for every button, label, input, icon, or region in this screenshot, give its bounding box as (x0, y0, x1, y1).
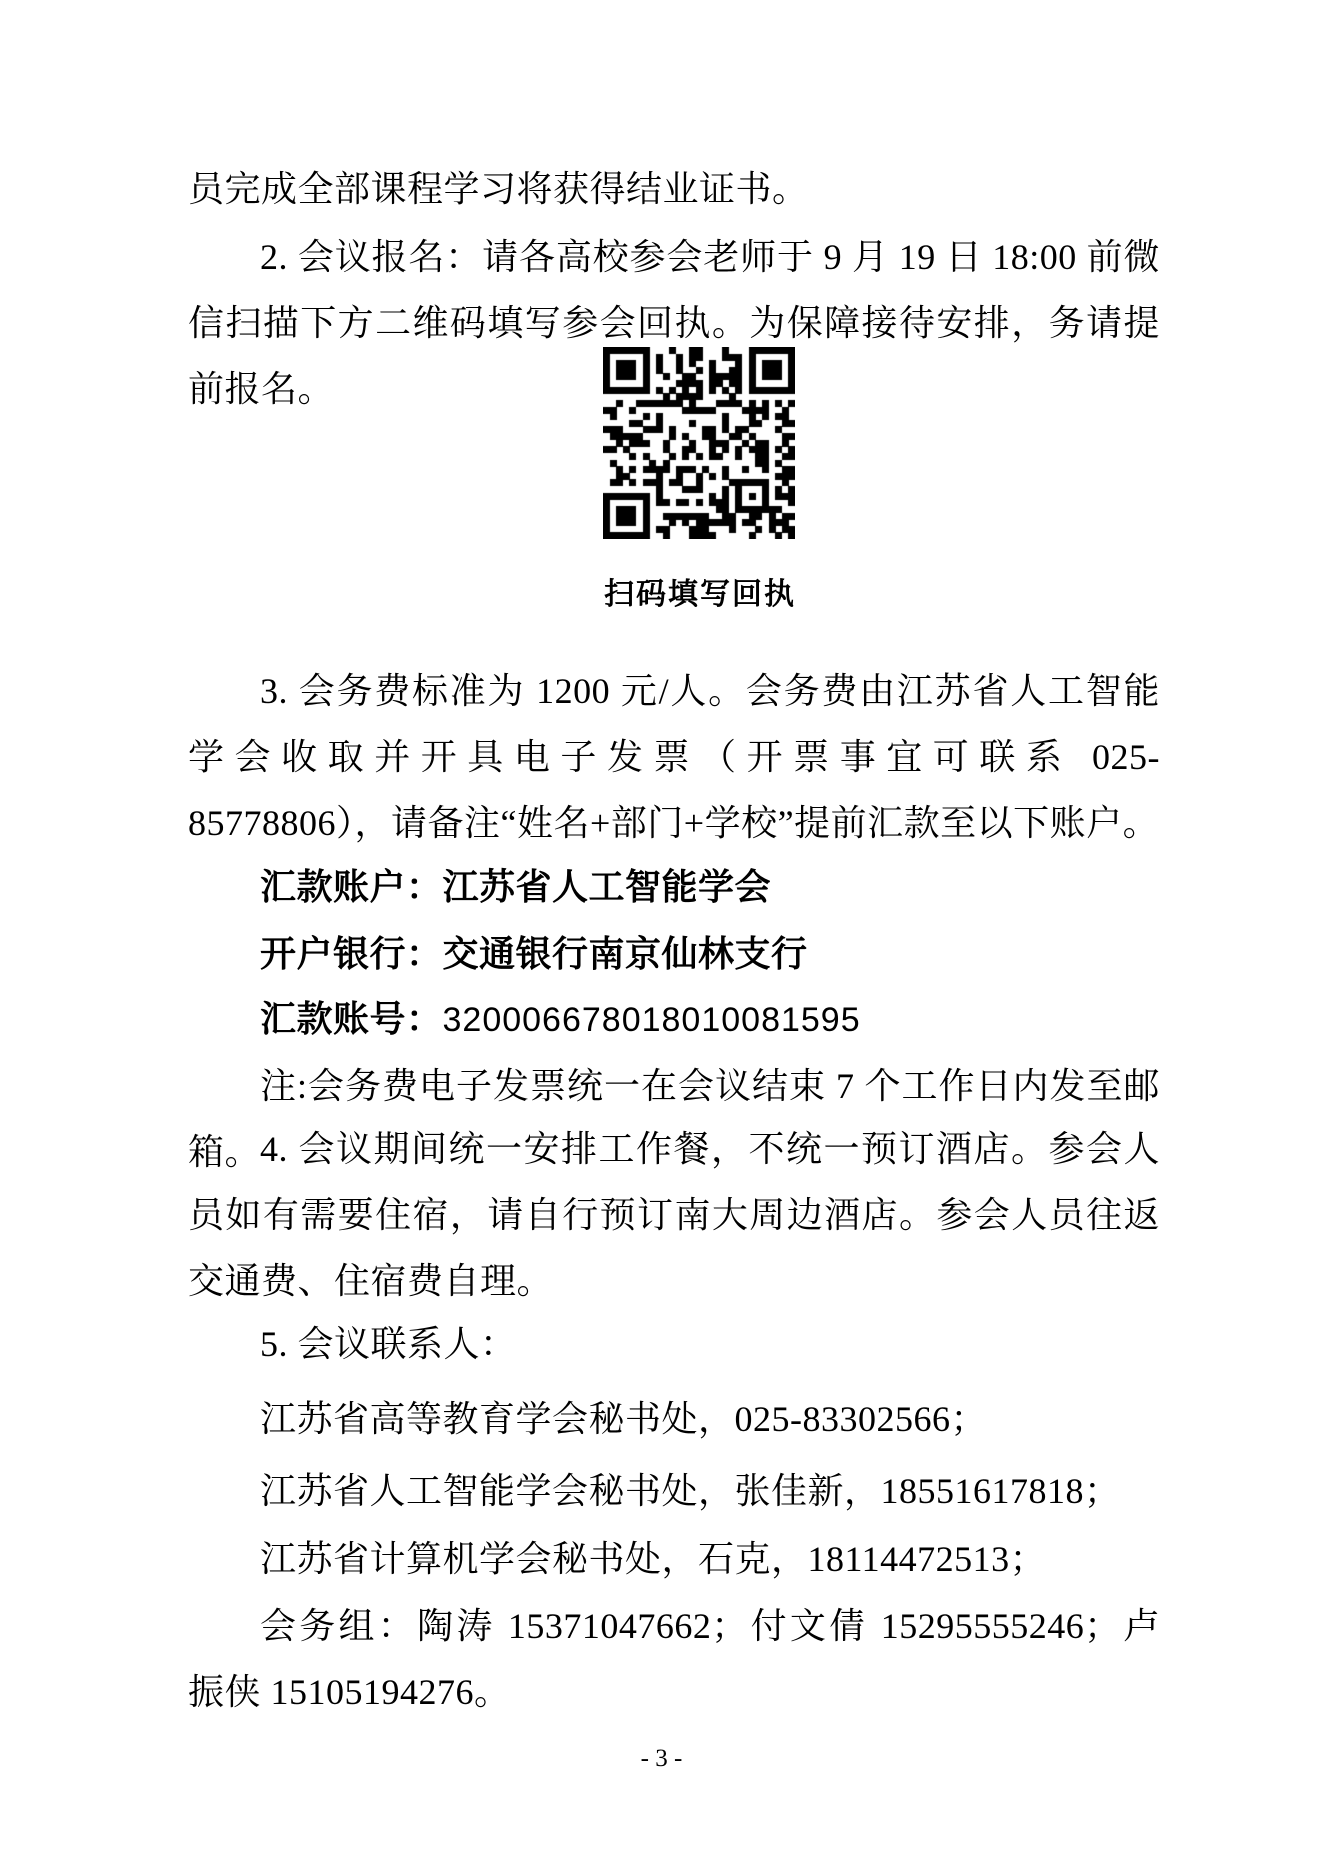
paragraph-contacts-heading: 5. 会议联系人： (260, 1324, 517, 1364)
paragraph-invoice-note: 注:会务费电子发票统一在会议结束 7 个工作日内发至邮箱。 (188, 1066, 1160, 1172)
bank-name-label: 开户银行： (260, 934, 443, 974)
bank-number-value: 320006678018010081595 (442, 1001, 861, 1039)
bank-account-value: 江苏省人工智能学会 (442, 867, 772, 907)
page-number: - 3 - (640, 1745, 683, 1772)
qr-code-image (603, 347, 795, 539)
contact-line: 会务组：陶涛 15371047662；付文倩 15295555246；卢振侠 15105194276。 (188, 1606, 1160, 1712)
bank-account-line (188, 854, 1160, 920)
registration-qr-code (603, 347, 795, 539)
paragraph-fee: 3. 会务费标准为 1200 元/人。会务费由江苏省人工智能学会收取并开具电子发票（开票事宜可联系 025-85778806），请备注“姓名+部门+学校”提前汇款至以下账户。 (188, 671, 1160, 843)
contact-line: 江苏省高等教育学会秘书处，025-83302566； (260, 1399, 987, 1439)
contact-line: 江苏省计算机学会秘书处，石克，18114472513； (260, 1539, 1047, 1579)
bank-account-label: 汇款账户： (260, 867, 443, 907)
paragraph-registration: 2. 会议报名：请各高校参会老师于 9 月 19 日 18:00 前微信扫描下方二维码填写参会回执。为保障接待安排，务请提前报名。 (188, 237, 1160, 409)
contact-line: 江苏省人工智能学会秘书处，张佳新，18551617818； (260, 1471, 1121, 1511)
paragraph-certificate: 员完成全部课程学习将获得结业证书。 (188, 169, 809, 209)
qr-caption: 扫码填写回执 (604, 578, 796, 611)
bank-number-label: 汇款账号： (260, 999, 443, 1039)
bank-number-line (188, 986, 1160, 1053)
bank-name-line (188, 921, 1160, 987)
bank-name-value: 交通银行南京仙林支行 (442, 934, 808, 974)
paragraph-accommodation: 4. 会议期间统一安排工作餐，不统一预订酒店。参会人员如有需要住宿，请自行预订南大周边酒店。参会人员往返交通费、住宿费自理。 (188, 1129, 1160, 1301)
